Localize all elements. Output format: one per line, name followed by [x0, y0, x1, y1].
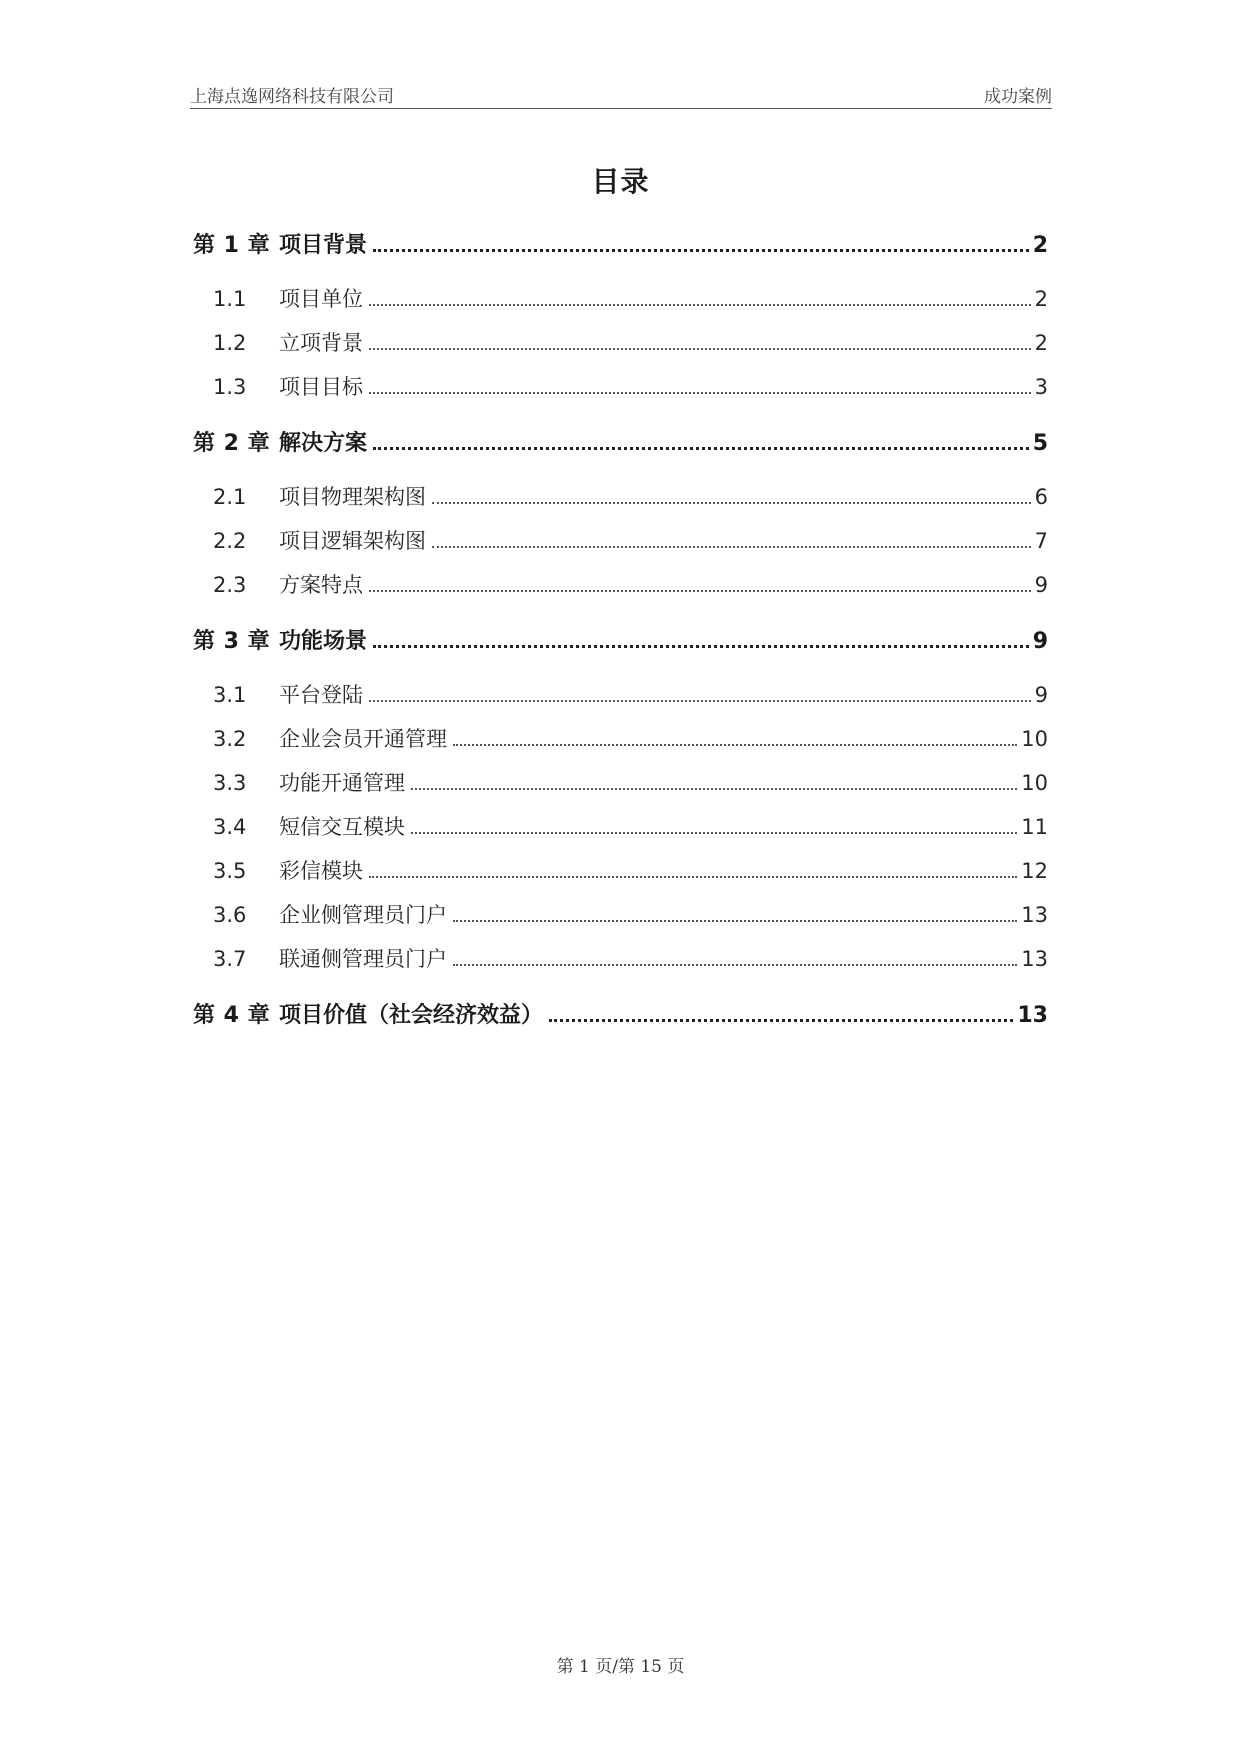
toc-entry-label: 项目目标 [279, 375, 363, 399]
toc-dot-leader [369, 348, 1031, 350]
toc-entry-number: 1.2 [213, 331, 247, 355]
toc-entry-number: 3.3 [213, 771, 247, 795]
toc-entry-number: 1.1 [213, 287, 247, 311]
toc-entry-page-number: 2 [1034, 287, 1048, 311]
toc-entry-page-number: 2 [1034, 331, 1048, 355]
toc-entry-label: 项目逻辑架构图 [279, 529, 426, 553]
toc-chapter-entry[interactable] [193, 426, 1048, 456]
toc-entry-page-number: 9 [1034, 573, 1048, 597]
toc-entry-label: 项目价值（社会经济效益） [279, 1003, 544, 1028]
toc-entry-page-number: 9 [1032, 629, 1048, 654]
toc-entry-page-number: 5 [1032, 431, 1048, 456]
toc-entry-label: 项目单位 [279, 287, 363, 311]
toc-dot-leader [369, 304, 1031, 306]
toc-dot-leader [549, 1019, 1013, 1022]
toc-entry-number: 第 2 章 [193, 431, 271, 456]
toc-entry-page-number: 10 [1021, 771, 1048, 795]
toc-entry-number: 2.1 [213, 485, 247, 509]
toc-dot-leader [369, 392, 1031, 394]
toc-entry-label: 企业侧管理员门户 [279, 903, 447, 927]
toc-section-entry[interactable] [193, 481, 1048, 511]
toc-title: 目录 [591, 165, 650, 198]
toc-section-entry[interactable] [193, 767, 1048, 797]
toc-entry-page-number: 13 [1017, 1003, 1048, 1028]
toc-dot-leader [453, 920, 1017, 922]
toc-section-entry[interactable] [193, 943, 1048, 973]
toc-dot-leader [373, 447, 1029, 450]
toc-entry-number: 3.4 [213, 815, 247, 839]
toc-section-entry[interactable] [193, 283, 1048, 313]
toc-section-entry[interactable] [193, 811, 1048, 841]
toc-entry-label: 企业会员开通管理 [279, 727, 447, 751]
toc-dot-leader [373, 249, 1029, 252]
toc-entry-number: 2.2 [213, 529, 247, 553]
toc-entry-label: 项目物理架构图 [279, 485, 426, 509]
toc-entry-label: 方案特点 [279, 573, 363, 597]
toc-entry-number: 3.7 [213, 947, 247, 971]
toc-entry-page-number: 10 [1021, 727, 1048, 751]
toc-entry-label: 短信交互模块 [279, 815, 405, 839]
toc-entry-number: 第 4 章 [193, 1003, 271, 1028]
toc-entry-label: 彩信模块 [279, 859, 363, 883]
toc-entry-number: 第 3 章 [193, 629, 271, 654]
toc-section-entry[interactable] [193, 723, 1048, 753]
toc-entry-page-number: 13 [1021, 903, 1048, 927]
toc-section-entry[interactable] [193, 525, 1048, 555]
document-type: 成功案例 [984, 87, 1052, 107]
toc-entry-number: 1.3 [213, 375, 247, 399]
toc-entry-number: 3.1 [213, 683, 247, 707]
toc-entry-label: 联通侧管理员门户 [279, 947, 447, 971]
toc-section-entry[interactable] [193, 899, 1048, 929]
toc-section-entry[interactable] [193, 327, 1048, 357]
toc-entry-number: 第 1 章 [193, 233, 271, 258]
page-footer: 第 1 页/第 15 页 [556, 1657, 685, 1677]
toc-entry-page-number: 7 [1034, 529, 1048, 553]
toc-section-entry[interactable] [193, 569, 1048, 599]
company-name: 上海点逸网络科技有限公司 [190, 87, 394, 107]
toc-entry-page-number: 13 [1021, 947, 1048, 971]
toc-dot-leader [369, 876, 1017, 878]
toc-entry-label: 功能开通管理 [279, 771, 405, 795]
toc-dot-leader [453, 744, 1017, 746]
toc-entry-number: 3.5 [213, 859, 247, 883]
toc-entry-page-number: 9 [1034, 683, 1048, 707]
toc-chapter-entry[interactable] [193, 624, 1048, 654]
toc-dot-leader [369, 590, 1031, 592]
page-header [190, 80, 1052, 109]
toc-entry-label: 解决方案 [279, 431, 368, 456]
toc-entry-page-number: 11 [1021, 815, 1048, 839]
toc-entry-number: 2.3 [213, 573, 247, 597]
toc-dot-leader [453, 964, 1017, 966]
toc-entry-number: 3.6 [213, 903, 247, 927]
toc-entry-page-number: 3 [1034, 375, 1048, 399]
toc-section-entry[interactable] [193, 855, 1048, 885]
toc-entry-label: 项目背景 [279, 233, 368, 258]
toc-entry-label: 平台登陆 [279, 683, 363, 707]
toc-entry-page-number: 2 [1032, 233, 1048, 258]
toc-dot-leader [432, 546, 1031, 548]
toc-section-entry[interactable] [193, 679, 1048, 709]
toc-entry-label: 立项背景 [279, 331, 363, 355]
toc-entry-number: 3.2 [213, 727, 247, 751]
toc-dot-leader [369, 700, 1031, 702]
toc-entry-page-number: 12 [1021, 859, 1048, 883]
toc-entry-label: 功能场景 [279, 629, 368, 654]
toc-section-entry[interactable] [193, 371, 1048, 401]
toc-dot-leader [373, 645, 1029, 648]
toc-chapter-entry[interactable] [193, 228, 1048, 258]
toc-chapter-entry[interactable] [193, 998, 1048, 1028]
toc-dot-leader [432, 502, 1031, 504]
toc-dot-leader [411, 788, 1017, 790]
toc-dot-leader [411, 832, 1017, 834]
toc-entry-page-number: 6 [1034, 485, 1048, 509]
